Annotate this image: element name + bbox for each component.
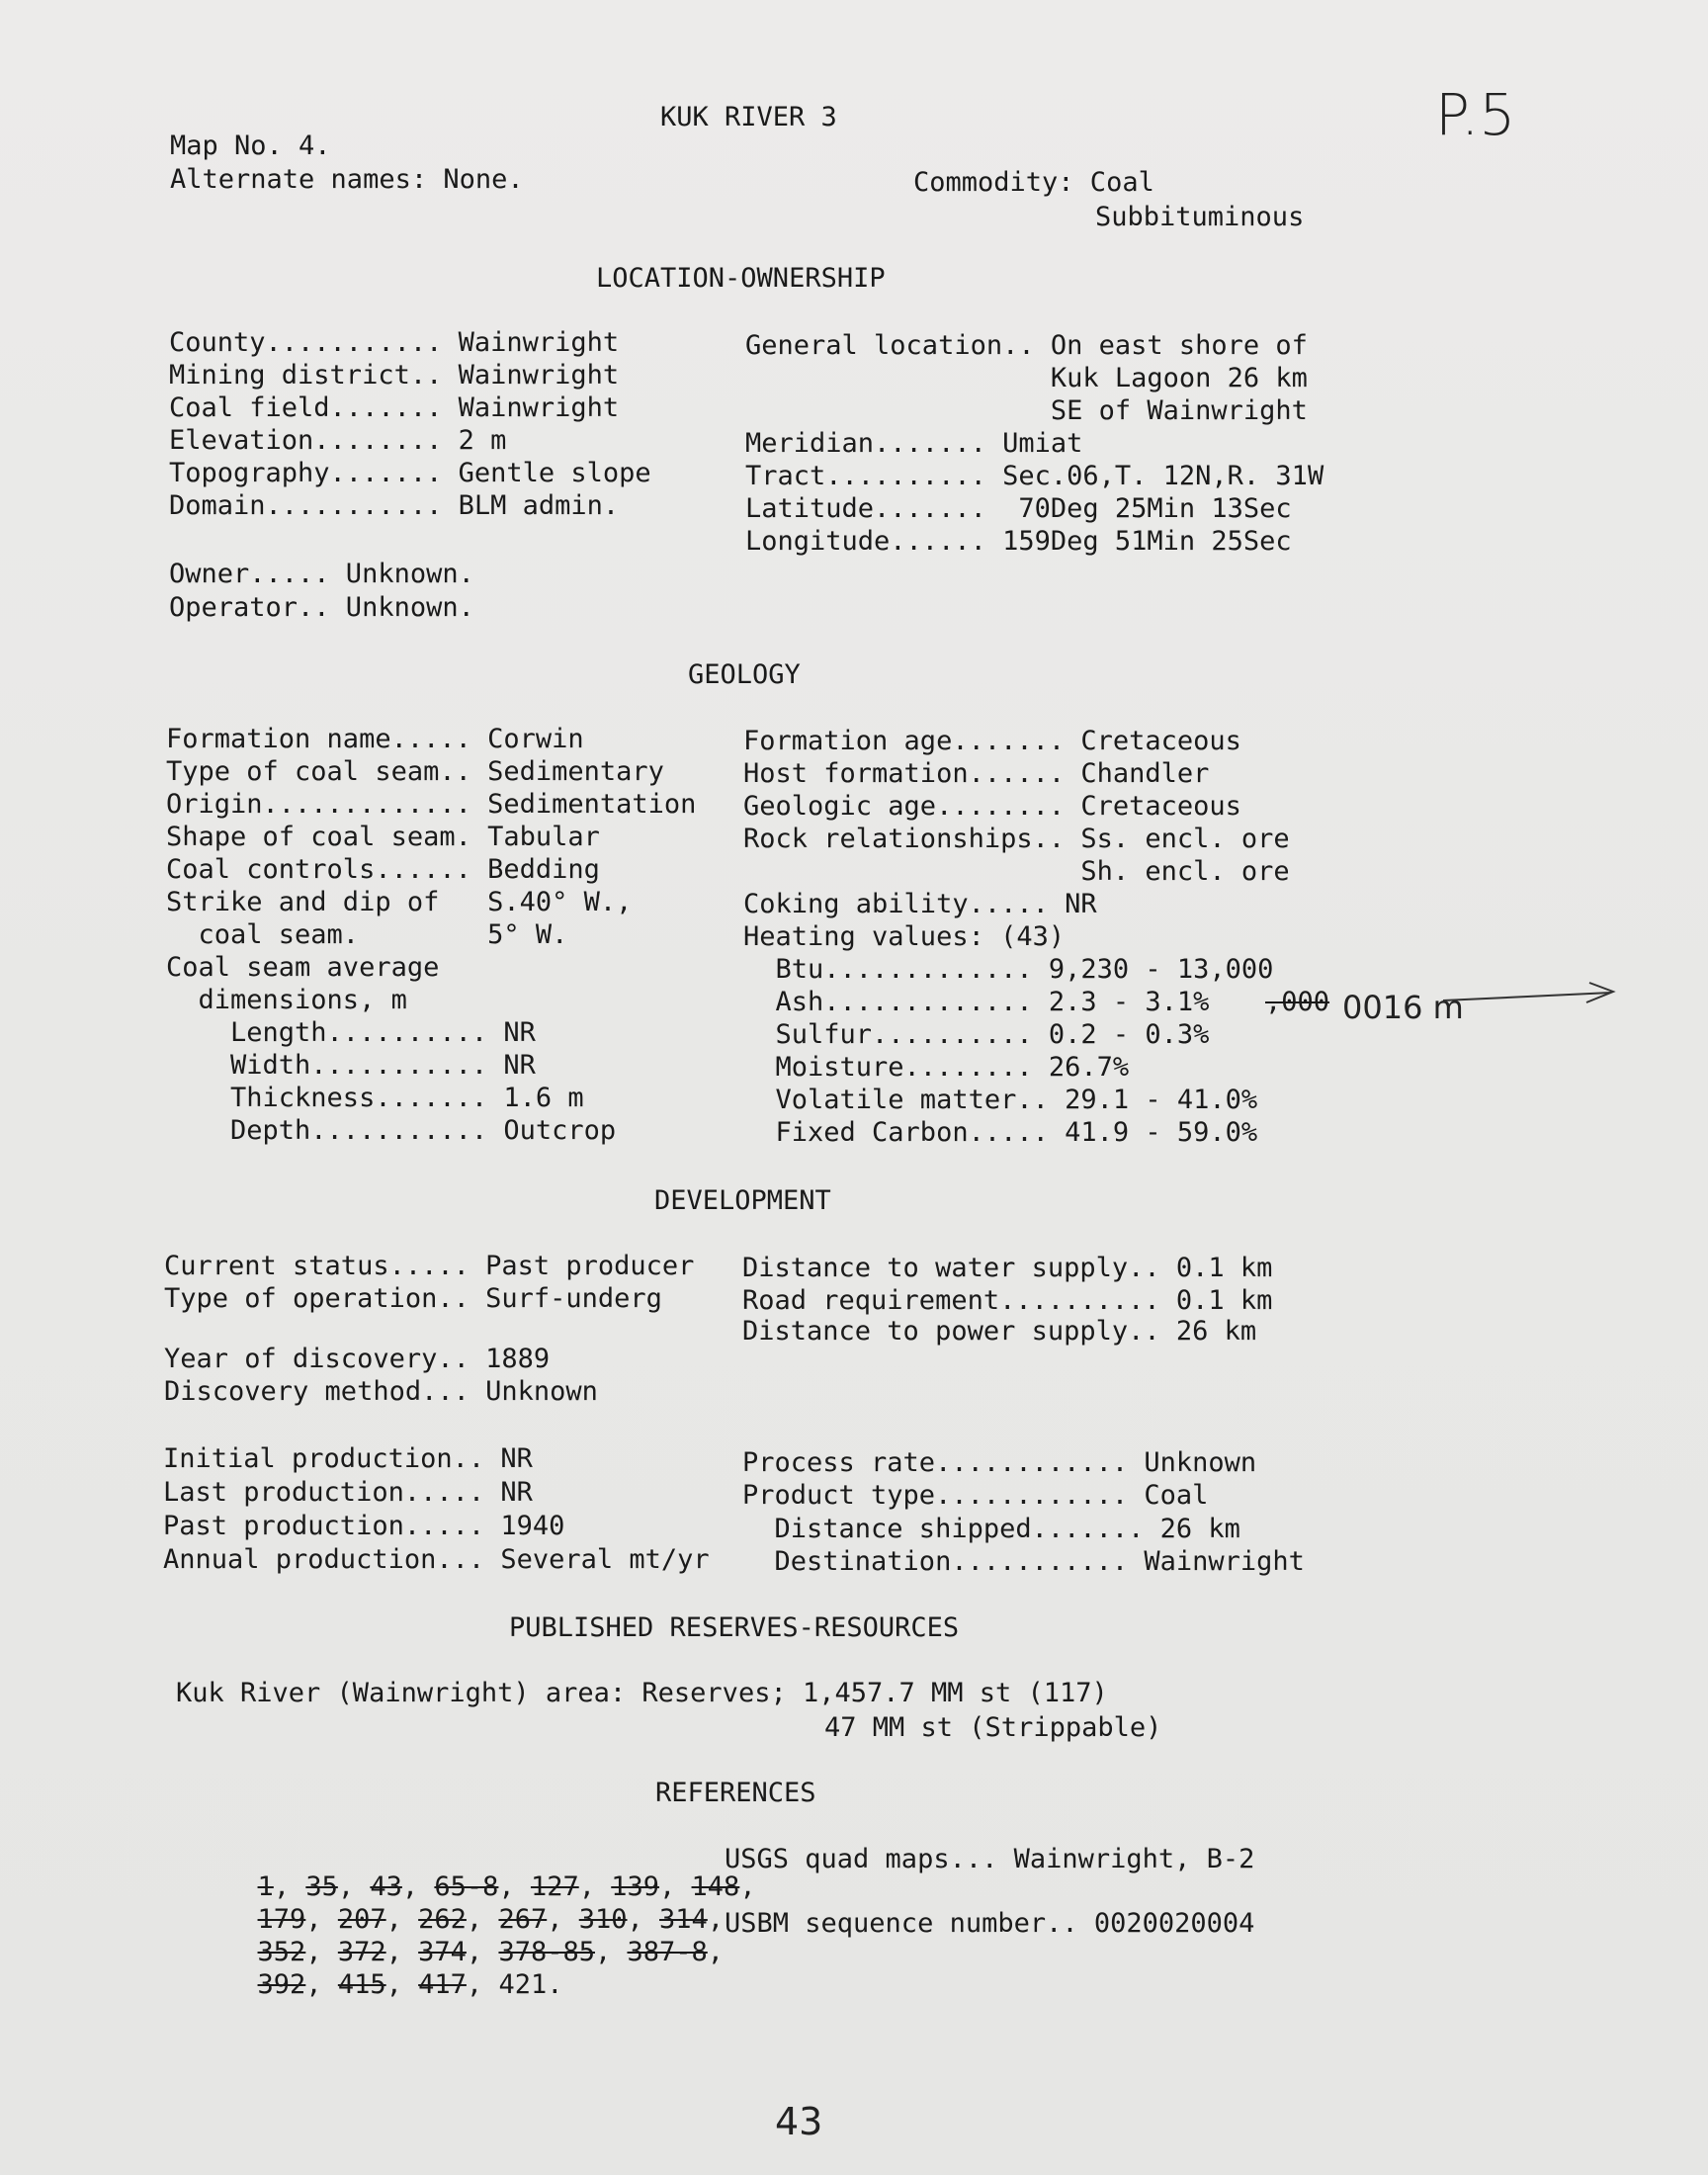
development-field: Current status..... Past producer: [164, 1251, 695, 1281]
reference-number: 415: [337, 1969, 386, 2000]
development-field: Road requirement.......... 0.1 km: [742, 1285, 1273, 1316]
location-field: Domain........... BLM admin.: [169, 490, 620, 521]
geology-field: Strike and dip of S.40° W.,: [166, 887, 633, 917]
document-title: KUK RIVER 3: [660, 102, 837, 132]
reference-number: 314: [659, 1904, 708, 1935]
struck-ash-text: ,000: [1265, 987, 1330, 1017]
reference-number: 127: [530, 1871, 579, 1902]
geology-field: Thickness....... 1.6 m: [166, 1083, 584, 1113]
geology-field: Type of coal seam.. Sedimentary: [166, 756, 664, 787]
location-field: Longitude...... 159Deg 51Min 25Sec: [745, 526, 1292, 557]
reference-number: 262: [418, 1904, 467, 1935]
development-field: Distance to power supply.. 26 km: [742, 1316, 1257, 1347]
geology-field: Volatile matter.. 29.1 - 41.0%: [743, 1085, 1258, 1115]
reference-line: 392, 415, 417, 421.: [257, 1969, 563, 2000]
location-field: General location.. On east shore of: [745, 330, 1308, 361]
reserves-line: 47 MM st (Strippable): [824, 1712, 1162, 1743]
development-field: Initial production.. NR: [163, 1443, 533, 1474]
reference-number: 148: [691, 1871, 740, 1902]
reference-number: 65-8: [434, 1871, 499, 1902]
location-field: Latitude....... 70Deg 25Min 13Sec: [745, 493, 1292, 524]
reserves-line: Kuk River (Wainwright) area: Reserves; 1,457.7 MM st (117): [176, 1678, 1108, 1708]
development-field: Year of discovery.. 1889: [164, 1344, 551, 1374]
geology-field: Heating values: (43): [743, 921, 1066, 952]
geology-field: Coal controls...... Bedding: [166, 854, 600, 885]
location-heading: LOCATION-OWNERSHIP: [596, 263, 886, 294]
geology-field: Depth........... Outcrop: [166, 1115, 617, 1146]
development-field: Destination........... Wainwright: [742, 1546, 1305, 1577]
reference-number: 378-85: [498, 1937, 595, 1967]
geology-field: Rock relationships.. Ss. encl. ore: [743, 824, 1290, 854]
location-field: Kuk Lagoon 26 km: [745, 363, 1308, 393]
reference-number: 43: [370, 1871, 402, 1902]
development-field: Past production..... 1940: [163, 1511, 565, 1541]
reserves-heading: PUBLISHED RESERVES-RESOURCES: [509, 1612, 960, 1643]
reference-line: 352, 372, 374, 378-85, 387-8,: [257, 1937, 725, 1967]
location-field: Mining district.. Wainwright: [169, 360, 620, 391]
geology-field: Origin............. Sedimentation: [166, 789, 697, 820]
reference-number: 139: [611, 1871, 660, 1902]
geology-field: Formation name..... Corwin: [166, 724, 584, 754]
reference-number: 374: [418, 1937, 467, 1967]
geology-field: Coking ability..... NR: [743, 889, 1097, 919]
geology-heading: GEOLOGY: [688, 659, 801, 690]
alternate-names: Alternate names: None.: [170, 164, 524, 195]
development-field: Distance to water supply.. 0.1 km: [742, 1253, 1273, 1283]
geology-field: dimensions, m: [166, 985, 407, 1015]
reference-number: 352: [257, 1937, 306, 1967]
reference-number: 267: [498, 1904, 548, 1935]
reference-number: 417: [418, 1969, 467, 2000]
owner: Owner..... Unknown.: [169, 559, 474, 589]
development-field: Last production..... NR: [163, 1477, 533, 1508]
reference-number: 387-8: [627, 1937, 708, 1967]
geology-field: Length.......... NR: [166, 1017, 536, 1048]
development-heading: DEVELOPMENT: [654, 1185, 831, 1216]
geology-field: Host formation...... Chandler: [743, 758, 1210, 789]
geology-field: Geologic age........ Cretaceous: [743, 791, 1241, 822]
reference-number: 310: [578, 1904, 628, 1935]
handwritten-arrow-icon: [1364, 979, 1621, 1018]
usgs-quad-maps: USGS quad maps... Wainwright, B-2: [725, 1844, 1255, 1874]
location-field: Elevation........ 2 m: [169, 425, 507, 456]
geology-field: Shape of coal seam. Tabular: [166, 822, 600, 852]
development-field: Type of operation.. Surf-underg: [164, 1283, 662, 1314]
commodity-type: Subbituminous: [1095, 202, 1305, 232]
commodity: Commodity: Coal: [913, 167, 1154, 198]
geology-field: Fixed Carbon..... 41.9 - 59.0%: [743, 1117, 1258, 1148]
handwritten-ash-note: 0016 m: [1342, 989, 1464, 1026]
page-number: 43: [775, 2100, 823, 2143]
location-field: SE of Wainwright: [745, 395, 1308, 426]
reference-number: 35: [305, 1871, 338, 1902]
geology-field: Formation age....... Cretaceous: [743, 726, 1241, 756]
geology-field: Coal seam average: [166, 952, 440, 983]
development-field: Process rate............ Unknown: [742, 1447, 1257, 1478]
location-field: Meridian....... Umiat: [745, 428, 1083, 459]
location-field: Tract.......... Sec.06,T. 12N,R. 31W: [745, 461, 1324, 491]
development-field: Discovery method... Unknown: [164, 1376, 598, 1407]
geology-field: coal seam. 5° W.: [166, 919, 568, 950]
development-field: Distance shipped....... 26 km: [742, 1514, 1240, 1544]
operator: Operator.. Unknown.: [169, 592, 474, 623]
location-field: Coal field....... Wainwright: [169, 392, 620, 423]
reference-number: 421.: [498, 1969, 563, 2000]
reference-number: 207: [337, 1904, 386, 1935]
reference-line: 179, 207, 262, 267, 310, 314,: [257, 1904, 725, 1935]
development-field: Product type............ Coal: [742, 1480, 1209, 1511]
geology-field: Moisture........ 26.7%: [743, 1052, 1130, 1083]
geology-field: Sulfur.......... 0.2 - 0.3%: [743, 1019, 1210, 1050]
reference-line: 1, 35, 43, 65-8, 127, 139, 148,: [257, 1871, 756, 1902]
reference-number: 179: [257, 1904, 306, 1935]
geology-field: Ash............. 2.3 - 3.1%: [743, 987, 1210, 1017]
reference-number: 372: [337, 1937, 386, 1967]
references-heading: REFERENCES: [655, 1778, 816, 1808]
map-number: Map No. 4.: [170, 130, 331, 161]
geology-field: Btu............. 9,230 - 13,000: [743, 954, 1274, 985]
geology-field: Sh. encl. ore: [743, 856, 1290, 887]
handwritten-page-ref: P.5: [1435, 81, 1516, 148]
development-field: Annual production... Several mt/yr: [163, 1544, 710, 1575]
usbm-sequence-number: USBM sequence number.. 0020020004: [725, 1908, 1255, 1939]
reference-number: 392: [257, 1969, 306, 2000]
reference-number: 1: [257, 1871, 274, 1902]
geology-field: Width........... NR: [166, 1050, 536, 1081]
location-field: Topography....... Gentle slope: [169, 458, 651, 488]
location-field: County........... Wainwright: [169, 327, 620, 358]
